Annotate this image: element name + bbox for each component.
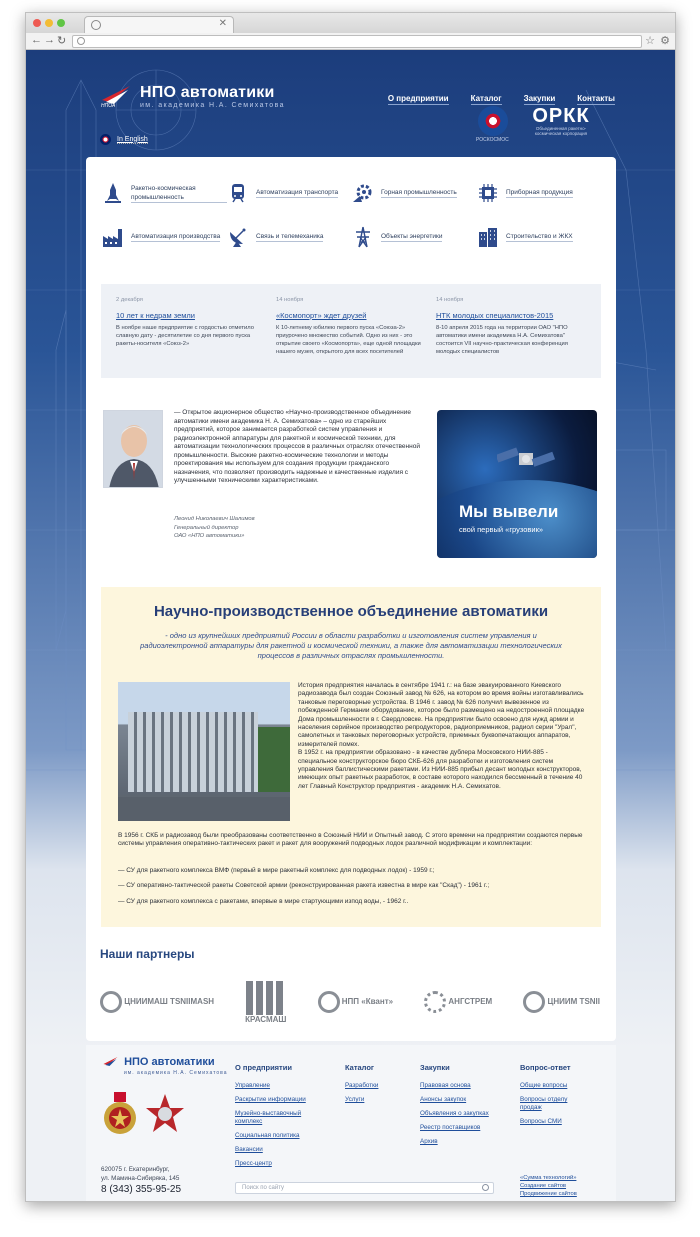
director-org: ОАО «НПО автоматики» [174,533,245,539]
footer-logo-title: НПО автоматики [124,1056,215,1068]
category-label: Строительство и ЖКХ [506,233,573,240]
building-photo [118,682,290,821]
footer-link[interactable]: Музейно-выставочный комплекс [235,1110,302,1125]
footer-search[interactable] [235,1182,494,1194]
page-icon [77,37,85,45]
footer-col-catalog [345,1063,378,1110]
partner-kvant-logo[interactable] [318,991,394,1013]
buildings-icon [477,226,499,248]
site-logo[interactable] [100,84,285,109]
footer-link[interactable]: Вопросы СМИ [520,1118,562,1125]
content-card [86,157,616,1041]
director-signature [174,515,420,541]
list-item: — СУ оперативно-тактической ракеты Советской армии (реконструированная ракета известна в мире как "Скад") - 1961 г.; [118,882,490,890]
address-line-2: ул. Мамина-Сибиряка, 145 [101,1175,180,1182]
maximize-window-button[interactable] [57,19,65,27]
angstrem-sphere-icon [424,991,446,1013]
partner-tsniimash-logo[interactable] [100,991,214,1013]
list-item: — СУ для ракетного комплекса с ракетами, впервые в мире стартующими изпод воды, - 1962 г.. [118,897,409,905]
footer-link[interactable]: Услуги [345,1096,365,1103]
logo-title: НПО автоматики [140,84,275,101]
category-construction[interactable] [477,225,602,249]
nav-contacts[interactable]: Контакты [577,94,615,103]
history-paragraph-1: История предприятия началась в сентябре 1941 г.: на базе эвакуированного Киевского радиозавода был создан Союзный завод № 626, на котором во время войны изготавливались танковые переговорные устройства. В 1946 г. завод № 626 получил вывезенное из побежденной Германии оборудование, которое было размещено на недостроенной площадке Дома промышленности в г. Свердловске. На предприятии было освоено для нужд армии и населения серийное производство репродукторов, радиоприемников, радиол серии "Урал", самолетных и танковых переговорных устройств, приемных буквопечатающих аппаратов, измерителей помех. [298,682,585,748]
category-transport[interactable] [227,181,352,205]
footer-link[interactable]: Общие вопросы [520,1082,568,1089]
director-role: Генеральный директор [174,524,239,531]
director-photo [103,410,163,488]
partner-tsniimash-logo-2[interactable] [523,991,600,1013]
news-title-link[interactable]: НТК молодых специалистов-2015 [436,311,554,320]
language-switch[interactable] [100,134,148,145]
footer-link[interactable]: Управление [235,1082,271,1089]
globe-icon [523,991,545,1013]
footer-credits [520,1174,577,1198]
partners-carousel [100,972,600,1032]
news-strip [101,284,601,378]
street-shape [118,797,290,821]
category-grid [102,181,602,249]
search-icon[interactable] [482,1184,489,1191]
footer-link[interactable]: Вопросы отделу продаж [520,1096,568,1111]
order-star-icon [146,1092,184,1136]
header-partner-logos [476,105,596,143]
roscosmos-label: РОСКОСМОС [476,137,509,143]
footer-link[interactable]: Социальная политика [235,1132,300,1139]
building-facade [128,712,258,792]
tab-strip [26,13,675,33]
about-title: Научно-производственное объединение автоматики [153,603,549,620]
partner-krasmash-logo[interactable] [245,981,286,1024]
logo-swoosh-icon [100,84,134,108]
footer-link[interactable]: Разработки [345,1082,379,1089]
news-date: 14 ноября [276,297,304,303]
bookmark-star-icon[interactable]: ☆ [645,35,655,47]
partner-angstrem-logo[interactable] [424,991,492,1013]
footer-link[interactable]: Раскрытие информации [235,1096,306,1103]
banner-subline: свой первый «грузовик» [459,525,544,534]
uk-flag-icon [100,134,111,145]
footer-link[interactable]: Пресс-центр [235,1160,272,1167]
category-label: Связь и телемеханика [256,233,324,240]
category-label: Ракетно-космическая промышленность [131,184,227,203]
news-date: 2 декабря [116,297,143,303]
footer-link[interactable]: Архив [420,1138,438,1145]
web-page [26,50,676,1202]
category-mining[interactable] [352,181,477,205]
search-placeholder: Поиск по сайту [242,1185,285,1191]
chip-icon [477,182,499,204]
portrait-image [104,411,163,488]
address-line-1: 620075 г. Екатеринбург, [101,1166,170,1173]
partner-name: ЦНИИМАШ TSNIIMASH [124,997,215,1007]
factory-icon [102,226,124,248]
footer-logo[interactable] [101,1056,215,1068]
gear-icon [352,182,374,204]
director-quote: — Открытое акционерное общество «Научно-производственное объединение автоматики имени академика Н. А. Семихатова» – одно из старейших предприятий, которое занимается разработкой систем управления и радиоэлектронной аппаратуры для ракетной и космической техники, для автоматизации технологических процессов в различных отраслях отечественной промышленности. Высокие ракетно-космические технологии и методы проектирования мы используем для создания продукции гражданского назначения, что позволяет производить надежные и качественные изделия с улучшенными техническими характеристиками. [174,409,420,484]
order-medal-icon [101,1092,139,1136]
news-text: В ноябре наше предприятие с гордостью отметило славную дату - десятилетие со дня первого пуска ракеты-носителя «Союз-2» [116,325,254,347]
category-label: Горная промышленность [381,189,457,196]
footer-col-about [235,1063,315,1174]
footer-link[interactable]: Правовая основа [420,1082,471,1089]
rocket-icon [102,182,124,204]
category-rocket-space[interactable] [102,181,227,205]
globe-icon [100,991,122,1013]
partner-name: КРАСМАШ [245,1014,287,1024]
news-item [116,297,266,348]
director-name: Леонид Николаевич Шалимов [174,516,255,522]
category-label: Автоматизация транспорта [256,189,339,196]
partner-name: АНГСТРЕМ [448,997,493,1007]
history-paragraph-3: В 1956 г. СКБ и радиозавод были преобразованы соответственно в Союзный НИИ и Опытный завод. С этого времени на предприятии создаются первые системы управления оперативно-тактических ракет и ракет для вооружений подводных лодок различной модификации и комплектации: [118,832,583,848]
promo-banner[interactable] [437,410,597,558]
reload-icon[interactable]: ↻ [57,35,67,47]
footer-address [101,1165,179,1183]
train-icon [227,182,249,204]
browser-window [25,12,676,1202]
nav-purchases[interactable]: Закупки [523,94,556,103]
footer-phone[interactable]: 8 (343) 355-95-25 [101,1184,182,1195]
footer-link[interactable]: Анонсы закупок [420,1096,467,1103]
footer-link[interactable]: Объявления о закупках [420,1110,489,1117]
category-energy[interactable] [352,225,477,249]
spacecraft-icon [497,435,557,485]
close-tab-icon[interactable]: ✕ [218,18,227,29]
footer-logo-subtitle: им. академика Н.А. Семихатова [124,1070,228,1076]
category-label: Автоматизация производства [131,233,221,240]
footer-col-purchases [420,1063,489,1152]
roscosmos-logo[interactable] [476,106,509,143]
address-bar-row [26,33,675,50]
news-title-link[interactable]: 10 лет к недрам земли [116,311,195,320]
kvant-circle-icon [318,991,340,1013]
english-link[interactable]: In English [117,135,148,143]
news-text: К 10-летнему юбилею первого пуска «Союза-2» приурочено множество событий. Одно из них - это открытие своего «Космопорта», еще одной площадки нашего музея, открытого для всех посетителей [276,325,421,355]
category-label: Объекты энергетики [381,233,443,240]
main-nav [388,94,615,105]
logo-abbr: НПОА [101,103,116,108]
news-item [436,297,586,356]
back-arrow-icon[interactable]: ← [31,34,42,46]
credit-link[interactable]: Создание сайтов [520,1183,567,1189]
category-label: Приборная продукция [506,189,573,196]
footer-col-title: О предприятии [235,1063,292,1072]
credit-link[interactable]: Продвижение сайтов [520,1191,577,1197]
about-lead: - одно из крупнейших предприятий России в области разработки и изготовления систем управления и радиоэлектронной аппаратуры для ракетной и космической техники, а также для автоматизации технологических процессов в различных отраслях промышленности. [140,631,562,660]
news-item [276,297,426,356]
footer-col-title: Вопрос-ответ [520,1063,571,1072]
nav-catalog[interactable]: Каталог [470,94,502,103]
news-title-link[interactable]: «Космопорт» ждет друзей [276,311,367,320]
address-field[interactable] [72,35,642,48]
orkk-subtitle: Объединенная ракетно-космическая корпорация [534,126,588,136]
power-tower-icon [352,226,374,248]
history-paragraph-2: В 1952 г. на предприятии образовано - в качестве дублера Московского НИИ-885 - специальное конструкторское бюро СКБ-626 для разработки и изготовления систем управления баллистическими ракетами. Из НИИ-885 прибыл десант молодых конструкторов, имеющих опыт ракетных разработок, в составе которого находился бессменный в течение 40 лет Главный Конструктор предприятия - академик Н.А. Семихатов. [298,749,583,790]
close-window-button[interactable] [33,19,41,27]
category-telecom[interactable] [227,225,352,249]
footer-col-title: Закупки [420,1063,450,1072]
partners-heading: Наши партнеры [100,947,195,961]
category-production[interactable] [102,225,227,249]
history-list [118,867,588,913]
history-text [298,682,588,791]
wrench-icon[interactable]: ⚙ [660,35,670,47]
about-section [101,587,601,927]
window-controls [33,19,65,27]
footer-link[interactable]: Вакансии [235,1146,263,1153]
news-text: 8-10 апреля 2015 года на территории ОАО "НПО автоматики имени академика Н.А. Семихатова" состоится VII научно-практическая конференция молодых специалистов [436,325,568,355]
nav-about[interactable]: О предприятии [387,94,449,103]
satellite-dish-icon [227,226,249,248]
logo-swoosh-icon [101,1056,121,1068]
category-instruments[interactable] [477,181,602,205]
credit-link[interactable]: «Сумма технологий» [520,1175,577,1181]
globe-icon [91,20,101,30]
partner-name: НПП «Квант» [341,997,394,1007]
footer-link[interactable]: Реестр поставщиков [420,1124,481,1131]
banner-headline: Мы вывели [459,502,559,521]
browser-tab[interactable] [84,16,234,33]
partner-name: ЦНИИМ TSNII [547,997,600,1007]
krasmash-mark-icon [246,981,286,1015]
list-item: — СУ для ракетного комплекса ВМФ (первый в мире ракетный комплекс для подводных лодок) - 1959 г.; [118,867,435,874]
footer-col-faq [520,1063,580,1132]
tree-shape [258,727,290,792]
news-date: 14 ноября [436,297,464,303]
minimize-window-button[interactable] [45,19,53,27]
footer-col-title: Каталог [345,1063,375,1072]
logo-subtitle: им. академика Н.А. Семихатова [140,102,285,109]
orkk-logo[interactable] [526,106,596,136]
site-footer [86,1045,616,1202]
forward-arrow-icon[interactable]: → [44,34,55,46]
orkk-title: ОРКК [532,105,590,127]
